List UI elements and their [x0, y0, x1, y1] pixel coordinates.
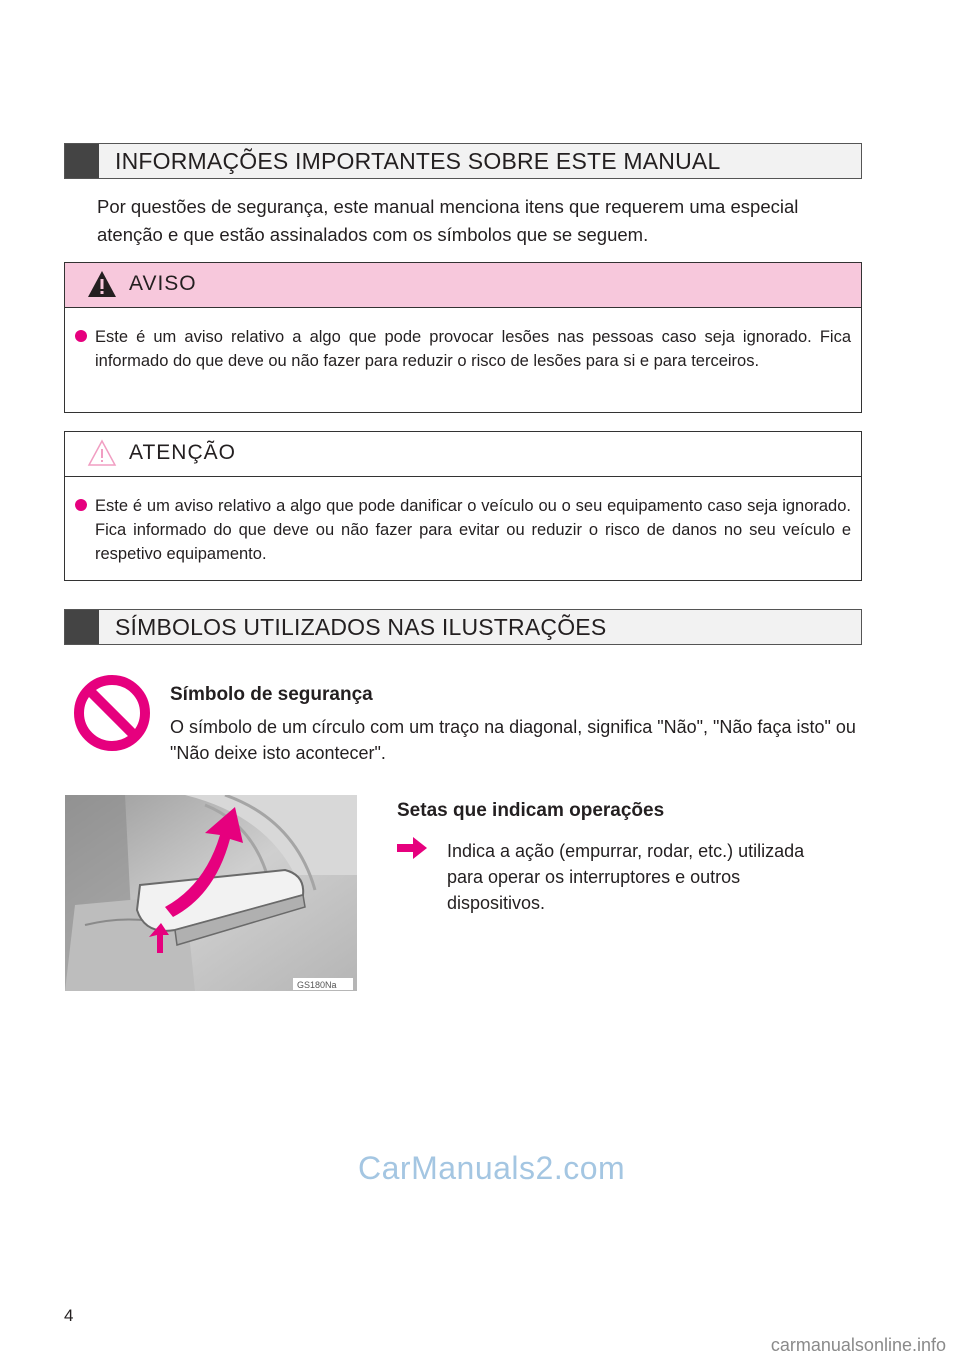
section-header-symbols: [64, 609, 862, 645]
safety-symbol-text: O símbolo de um círculo com um traço na diagonal, significa "Não", "Não faça isto" ou "Não deixe isto acontecer".: [170, 717, 856, 763]
caution-header: [65, 432, 861, 477]
warning-triangle-icon: [87, 270, 117, 298]
arrows-title: Setas que indicam operações: [397, 800, 665, 821]
warning-text: Este é um aviso relativo a algo que pode provocar lesões nas pessoas caso seja ignorado. Fica informado do que deve ou não fazer para reduzir o risco de lesões para si e para terceiros.: [95, 328, 851, 370]
arrows-text: Indica a ação (empurrar, rodar, etc.) utilizada para operar os interruptores e outros dispositivos.: [447, 841, 805, 913]
safety-symbol-title: Símbolo de segurança: [170, 684, 373, 705]
section-title: SÍMBOLOS UTILIZADOS NAS ILUSTRAÇÕES: [115, 614, 607, 640]
prohibition-icon: [73, 674, 151, 752]
footer-watermark: carmanualsonline.info: [770, 1335, 946, 1355]
watermark: CarManuals2.com: [358, 1150, 626, 1186]
armrest-illustration: [65, 795, 357, 991]
section-header-bar: [65, 610, 99, 644]
caution-box: [64, 431, 862, 581]
caution-text: Este é um aviso relativo a algo que pode danificar o veículo ou o seu equipamento caso seja ignorado. Fica informado do que deve ou não fazer para evitar ou reduzir o risco de danos no seu veículo e respetivo equipamento.: [95, 497, 851, 563]
caution-triangle-icon: [87, 439, 117, 467]
warning-body: [65, 308, 861, 373]
bullet-icon: [75, 330, 87, 342]
warning-box: [64, 262, 862, 413]
arrow-right-icon: [397, 837, 427, 859]
section-header-important-info: [64, 143, 862, 179]
caution-body: [65, 477, 861, 566]
section-header-bar: [65, 144, 99, 178]
intro-paragraph: Por questões de segurança, este manual menciona itens que requerem uma especial atenção e que estão assinalados com os símbolos que se seguem.: [97, 196, 799, 245]
bullet-icon: [75, 499, 87, 511]
illustration-code: GS180Na: [297, 980, 337, 990]
warning-header: [65, 263, 861, 308]
caution-label: ATENÇÃO: [129, 441, 236, 464]
page-number: 4: [64, 1306, 74, 1325]
section-title: INFORMAÇÕES IMPORTANTES SOBRE ESTE MANUAL: [115, 148, 721, 174]
warning-label: AVISO: [129, 272, 197, 295]
